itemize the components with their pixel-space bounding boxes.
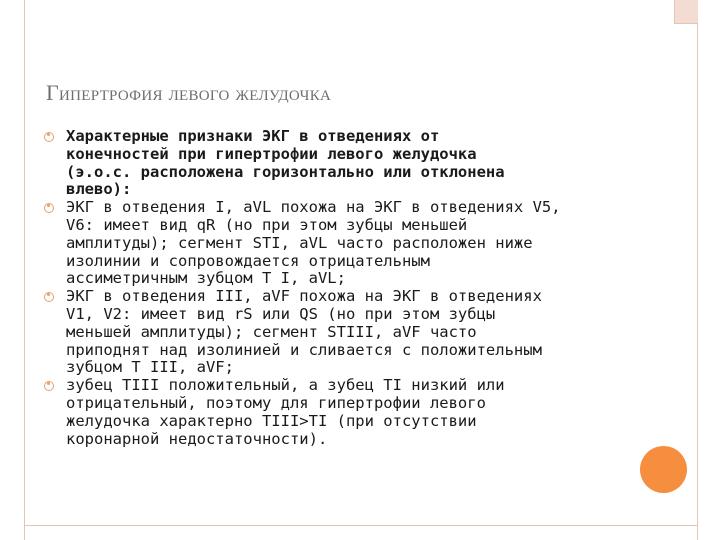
bullet-item	[44, 128, 624, 199]
bullet-circle-icon	[44, 132, 54, 142]
corner-fold-decoration	[674, 0, 698, 24]
frame-left-line	[24, 0, 25, 540]
bullet-text: ЭКГ в отведения III, aVF похожа на ЭКГ в отведениях V1, V2: имеет вид rS или QS (но при этом зубцы меньшей амплитуды); сегмент STIII, aVF часто приподнят над изолинией и сливается с положительным зубцом T III, aVF;	[66, 287, 542, 377]
bullet-circle-icon	[44, 381, 54, 391]
bullet-list	[44, 128, 624, 448]
bullet-circle-icon	[44, 203, 54, 213]
frame-bottom-line	[24, 525, 698, 526]
bullet-text: Характерные признаки ЭКГ в отведениях от конечностей при гипертрофии левого желудочка (э.о.с. расположена горизонтально или отклонена влево):	[66, 127, 505, 199]
slide-title: Гипертрофия левого желудочка	[46, 80, 332, 105]
bullet-text: ЭКГ в отведения I, aVL похожа на ЭКГ в отведениях V5, V6: имеет вид qR (но при этом зубцы меньшей амплитуды); сегмент STI, aVL часто расположен ниже изолинии и сопровождается отрицательным ассиметричным зубцом T I, aVL;	[66, 198, 561, 288]
bullet-text: зубец TIII положительный, а зубец TI низкий или отрицательный, поэтому для гипертрофии левого желудочка характерно TIII>TI (при отсутствии коронарной недостаточности).	[66, 376, 505, 448]
bullet-item	[44, 199, 624, 288]
bullet-circle-icon	[44, 292, 54, 302]
bullet-item	[44, 377, 624, 448]
frame-right-line	[697, 0, 698, 540]
bullet-item	[44, 288, 624, 377]
orange-circle-decoration	[640, 446, 687, 493]
